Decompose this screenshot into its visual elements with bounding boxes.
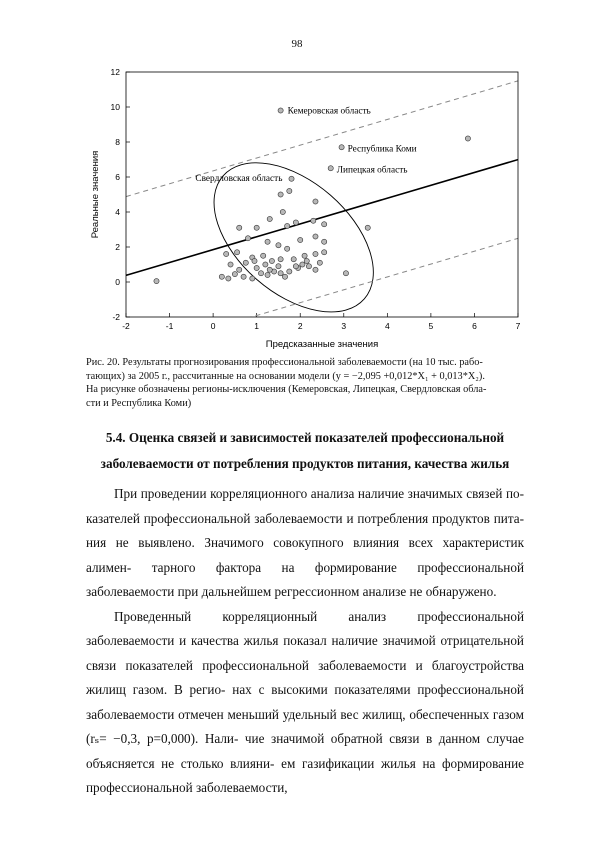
data-point: [154, 279, 159, 284]
data-point: [291, 257, 296, 262]
heading-line: заболеваемости от потребления продуктов питания, качества жилья: [100, 456, 510, 471]
data-point: [269, 258, 274, 263]
data-point: [278, 192, 283, 197]
text-line: чие значимой обратной связи в данном случае объясняется не столько влияни-: [86, 731, 524, 771]
page-number: 98: [291, 38, 303, 50]
data-point: [343, 271, 348, 276]
caption-line: сти и Республика Коми): [86, 397, 192, 409]
text-line: тарного фактора на формирование профессиональной заболеваемости при: [86, 559, 525, 599]
data-point: [280, 209, 285, 214]
y-tick-label: 8: [115, 137, 120, 147]
data-point: [237, 225, 242, 230]
data-point: [313, 267, 318, 272]
x-tick-label: 7: [515, 321, 521, 331]
y-tick-label: 2: [115, 242, 120, 252]
text-line: меньший удельный вес жилищ, обеспеченных газом (rₛ= −0,3, p=0,000). Нали-: [86, 706, 524, 746]
data-point: [322, 239, 327, 244]
data-point: [306, 264, 311, 269]
text-line: При проведении корреляционного анализа наличие значимых связей по-: [114, 486, 524, 501]
annotation-label: Кемеровская область: [287, 106, 371, 117]
data-point: [302, 253, 307, 258]
annotation-label: Липецкая область: [336, 165, 408, 176]
y-tick-label: 0: [115, 277, 120, 287]
data-point: [298, 237, 303, 242]
data-point: [287, 269, 292, 274]
caption-line: На рисунке обозначены регионы-исключения (Кемеровская, Липецкая, Свердловская обла-: [86, 384, 487, 396]
text-line: нах с высокими показателями профессиональной заболеваемости отмечен: [86, 682, 524, 722]
section-heading: [86, 425, 524, 477]
data-point: [243, 260, 248, 265]
data-point: [287, 188, 292, 193]
data-point: [234, 250, 239, 255]
x-tick-label: 1: [254, 321, 260, 331]
annotation-label: Республика Коми: [347, 144, 417, 155]
data-point: [293, 264, 298, 269]
x-tick-label: 2: [297, 321, 303, 331]
x-tick-label: -1: [165, 321, 174, 331]
x-tick-label: -2: [122, 321, 130, 331]
data-point: [252, 258, 257, 263]
data-point: [254, 265, 259, 270]
data-point: [267, 216, 272, 221]
data-point: [232, 272, 237, 277]
data-point: [224, 251, 229, 256]
paragraph-2: [86, 605, 524, 801]
y-tick-label: 4: [115, 207, 120, 217]
y-tick-label: 12: [110, 67, 120, 77]
text-line: профессиональной заболеваемости и благоустройства жилищ газом. В регио-: [86, 657, 525, 697]
body-text: [86, 482, 524, 801]
data-point: [313, 234, 318, 239]
paragraph-1: [86, 482, 524, 605]
data-point: [250, 276, 255, 281]
data-point: [278, 271, 283, 276]
data-point: [465, 136, 470, 141]
data-point: [219, 274, 224, 279]
figure-20: [85, 60, 525, 350]
x-tick-label: 3: [341, 321, 347, 331]
figure-caption: [86, 356, 524, 410]
data-point: [322, 222, 327, 227]
data-point: [365, 225, 370, 230]
annotation-label: Свердловская область: [195, 173, 283, 184]
data-point: [241, 274, 246, 279]
data-point: [263, 262, 268, 267]
text-line: Проведенный корреляционный анализ профессиональной заболеваемости: [86, 608, 524, 648]
data-point: [285, 246, 290, 251]
data-point: [278, 108, 283, 113]
y-tick-label: 10: [110, 102, 120, 112]
data-point: [276, 264, 281, 269]
data-point: [300, 262, 305, 267]
data-point: [289, 176, 294, 181]
data-point: [313, 251, 318, 256]
data-point: [267, 267, 272, 272]
regression-line: [126, 160, 518, 276]
scatter-chart: [85, 60, 525, 350]
text-line: дальнейшем регрессионном анализе не обнаружено.: [201, 584, 497, 599]
data-point: [285, 223, 290, 228]
y-tick-label: 6: [115, 172, 120, 182]
data-point: [245, 236, 250, 241]
data-point: [282, 274, 287, 279]
x-axis-title: Предсказанные значения: [265, 339, 379, 350]
caption-line: тающих) за 2005 г., рассчитанные на основании модели (y = −2,095 +0,012*X₁ + 0,013*X₂).: [86, 370, 485, 382]
text-line: ем газификации жилья на формирование профессиональной заболеваемости,: [86, 755, 525, 795]
data-point: [265, 272, 270, 277]
data-point: [293, 220, 298, 225]
x-tick-label: 4: [384, 321, 390, 331]
x-tick-label: 6: [472, 321, 477, 331]
data-point: [313, 199, 318, 204]
x-tick-label: 5: [428, 321, 434, 331]
data-point: [258, 271, 263, 276]
upper-prediction-band: [126, 81, 518, 197]
caption-line: Рис. 20. Результаты прогнозирования профессиональной заболеваемости (на 10 тыс. рабо-: [86, 357, 483, 368]
data-point: [311, 218, 316, 223]
data-point: [322, 250, 327, 255]
text-line: казателей профессиональной заболеваемости и потребления продуктов пита-: [86, 510, 524, 526]
y-tick-label: -2: [112, 312, 120, 322]
data-point: [304, 258, 309, 263]
text-line: ния не выявлено. Значимого совокупного влияния всех характеристик алимен-: [86, 535, 524, 575]
data-point: [265, 239, 270, 244]
data-point: [226, 276, 231, 281]
data-point: [254, 225, 259, 230]
x-tick-label: 0: [210, 321, 216, 331]
heading-line: 5.4. Оценка связей и зависимостей показателей профессиональной: [105, 430, 505, 445]
lower-prediction-band: [126, 238, 518, 354]
data-point: [276, 243, 281, 248]
data-point: [278, 257, 283, 262]
data-point: [328, 166, 333, 171]
y-axis-title: Реальные значения: [90, 150, 101, 239]
data-point: [228, 262, 233, 267]
data-point: [261, 253, 266, 258]
data-point: [339, 145, 344, 150]
text-line: и качества жилья показал наличие значимой отрицательной связи показателей: [86, 633, 524, 673]
data-point: [317, 260, 322, 265]
data-point: [237, 267, 242, 272]
